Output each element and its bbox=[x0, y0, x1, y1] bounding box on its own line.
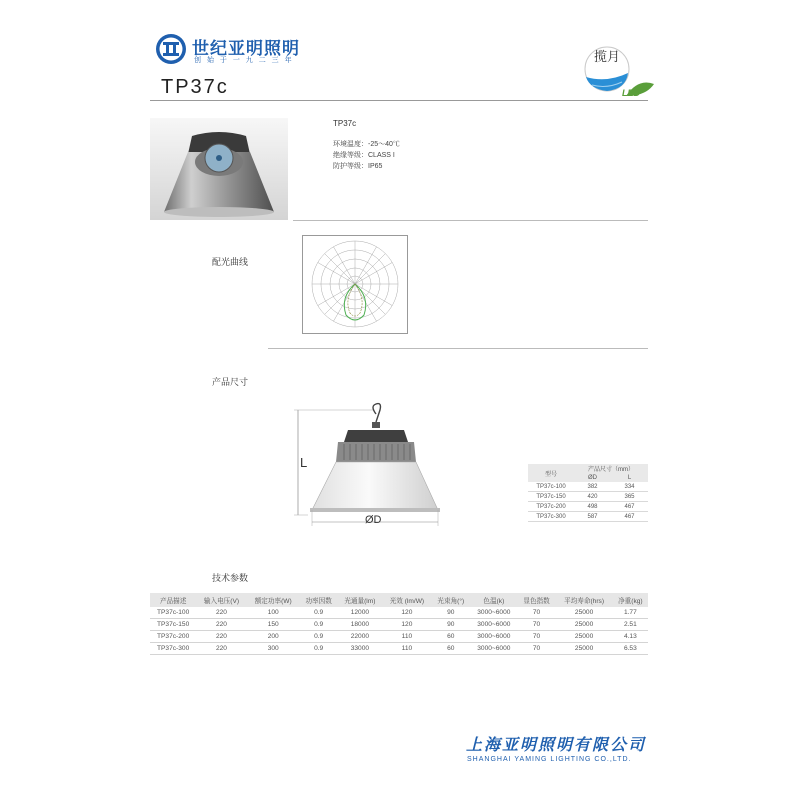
header-cell: 额定功率(W) bbox=[247, 593, 300, 607]
section-divider bbox=[268, 348, 648, 349]
header-size: 产品尺寸（mm） bbox=[588, 467, 634, 473]
table-row bbox=[150, 643, 648, 655]
header-cell: 平均寿命(hrs) bbox=[555, 593, 612, 607]
table-row bbox=[528, 512, 648, 522]
table-cell: 70 bbox=[518, 619, 556, 631]
title-divider bbox=[150, 100, 648, 101]
table-cell: 3000~6000 bbox=[470, 643, 518, 655]
table-cell: 1.77 bbox=[613, 607, 648, 619]
table-cell: 6.53 bbox=[613, 643, 648, 655]
company-logo bbox=[155, 33, 187, 65]
table-cell: 382 bbox=[587, 483, 598, 490]
brand-tagline: 创 始 于 一 九 二 三 年 bbox=[194, 57, 294, 64]
table-cell: TP37c-100 bbox=[150, 607, 196, 619]
table-cell: 0.9 bbox=[300, 607, 338, 619]
table-cell: 3000~6000 bbox=[470, 619, 518, 631]
table-cell: 90 bbox=[432, 607, 470, 619]
page-title: TP37c bbox=[161, 76, 229, 98]
spec-line: 环境温度：-25～40℃ bbox=[333, 141, 400, 148]
led-label: LED bbox=[622, 88, 640, 98]
header-cell: 光束角(°) bbox=[432, 593, 470, 607]
header-model: 型号 bbox=[544, 471, 557, 478]
product-photo bbox=[150, 118, 288, 220]
table-cell: 18000 bbox=[338, 619, 383, 631]
table-row bbox=[150, 619, 648, 631]
table-cell: 90 bbox=[432, 619, 470, 631]
section-heading-light-curve: 配光曲线 bbox=[212, 257, 249, 267]
table-cell: 220 bbox=[196, 631, 246, 643]
table-cell: 70 bbox=[518, 607, 556, 619]
section-heading-dimensions: 产品尺寸 bbox=[212, 377, 249, 387]
table-row bbox=[528, 482, 648, 492]
table-cell: 334 bbox=[624, 483, 635, 490]
spec-line: 绝缘等级：CLASS I bbox=[333, 152, 395, 159]
table-cell: 25000 bbox=[555, 619, 612, 631]
table-row bbox=[150, 607, 648, 619]
table-cell: 150 bbox=[247, 619, 300, 631]
table-cell: 0.9 bbox=[300, 643, 338, 655]
table-cell: 120 bbox=[382, 607, 431, 619]
table-cell: TP37c-150 bbox=[536, 493, 566, 500]
table-cell: 0.9 bbox=[300, 619, 338, 631]
header-cell: 显色指数 bbox=[518, 593, 556, 607]
table-cell: TP37c-300 bbox=[536, 513, 566, 520]
table-cell: 300 bbox=[247, 643, 300, 655]
table-cell: 70 bbox=[518, 643, 556, 655]
product-name: TP37c bbox=[333, 119, 357, 128]
table-cell: 120 bbox=[382, 619, 431, 631]
header-cell: 光效 (lm/W) bbox=[382, 593, 431, 607]
table-cell: 498 bbox=[587, 503, 598, 510]
section-divider bbox=[293, 220, 648, 221]
table-row bbox=[528, 502, 648, 512]
table-cell: 220 bbox=[196, 619, 246, 631]
table-cell: 33000 bbox=[338, 643, 383, 655]
table-row bbox=[528, 492, 648, 502]
table-cell: 2.51 bbox=[613, 619, 648, 631]
table-cell: 467 bbox=[624, 503, 635, 510]
table-cell: 22000 bbox=[338, 631, 383, 643]
table-cell: 420 bbox=[587, 493, 598, 500]
table-cell: 25000 bbox=[555, 607, 612, 619]
table-cell: TP37c-200 bbox=[536, 503, 566, 510]
table-cell: 110 bbox=[382, 631, 431, 643]
table-cell: 467 bbox=[624, 513, 635, 520]
table-cell: 0.9 bbox=[300, 631, 338, 643]
table-cell: 60 bbox=[432, 631, 470, 643]
header-cell: 功率因数 bbox=[300, 593, 338, 607]
table-cell: 365 bbox=[624, 493, 635, 500]
dimension-label-l: L bbox=[300, 455, 308, 470]
table-row bbox=[150, 631, 648, 643]
table-header-row bbox=[150, 593, 648, 607]
table-header-row bbox=[528, 464, 648, 473]
header-cell: 光通量(lm) bbox=[338, 593, 383, 607]
section-heading-technical: 技术参数 bbox=[212, 573, 249, 583]
table-cell: TP37c-150 bbox=[150, 619, 196, 631]
header-cell: 产品描述 bbox=[150, 593, 196, 607]
table-cell: 587 bbox=[587, 513, 598, 520]
table-cell: 25000 bbox=[555, 631, 612, 643]
spec-line: 防护等级：IP65 bbox=[333, 163, 383, 170]
table-cell: 200 bbox=[247, 631, 300, 643]
header-cell: 色温(k) bbox=[470, 593, 518, 607]
table-cell: TP37c-300 bbox=[150, 643, 196, 655]
table-cell: 4.13 bbox=[613, 631, 648, 643]
dimension-drawing bbox=[288, 402, 448, 532]
table-cell: 3000~6000 bbox=[470, 607, 518, 619]
header-cell: 净重(kg) bbox=[613, 593, 648, 607]
table-cell: 100 bbox=[247, 607, 300, 619]
header-d: ØD bbox=[588, 474, 597, 481]
table-cell: 220 bbox=[196, 643, 246, 655]
table-cell: 110 bbox=[382, 643, 431, 655]
footer-company-en: SHANGHAI YAMING LIGHTING CO.,LTD. bbox=[467, 756, 632, 763]
table-cell: 12000 bbox=[338, 607, 383, 619]
table-cell: 25000 bbox=[555, 643, 612, 655]
footer-company-cn: 上海亚明照明有限公司 bbox=[466, 737, 647, 754]
table-cell: 60 bbox=[432, 643, 470, 655]
table-cell: TP37c-200 bbox=[150, 631, 196, 643]
table-cell: 220 bbox=[196, 607, 246, 619]
table-cell: TP37c-100 bbox=[536, 483, 566, 490]
brand-name: 世纪亚明照明 bbox=[192, 39, 300, 58]
header-cell: 输入电压(V) bbox=[196, 593, 246, 607]
table-cell: 70 bbox=[518, 631, 556, 643]
dimension-label-d: ØD bbox=[365, 514, 382, 526]
technical-spec-table bbox=[150, 593, 648, 655]
badge-text: 揽月 bbox=[594, 50, 621, 65]
dimension-table bbox=[528, 464, 648, 522]
header-l: L bbox=[627, 474, 632, 481]
table-cell: 3000~6000 bbox=[470, 631, 518, 643]
polar-light-curve bbox=[302, 235, 408, 334]
